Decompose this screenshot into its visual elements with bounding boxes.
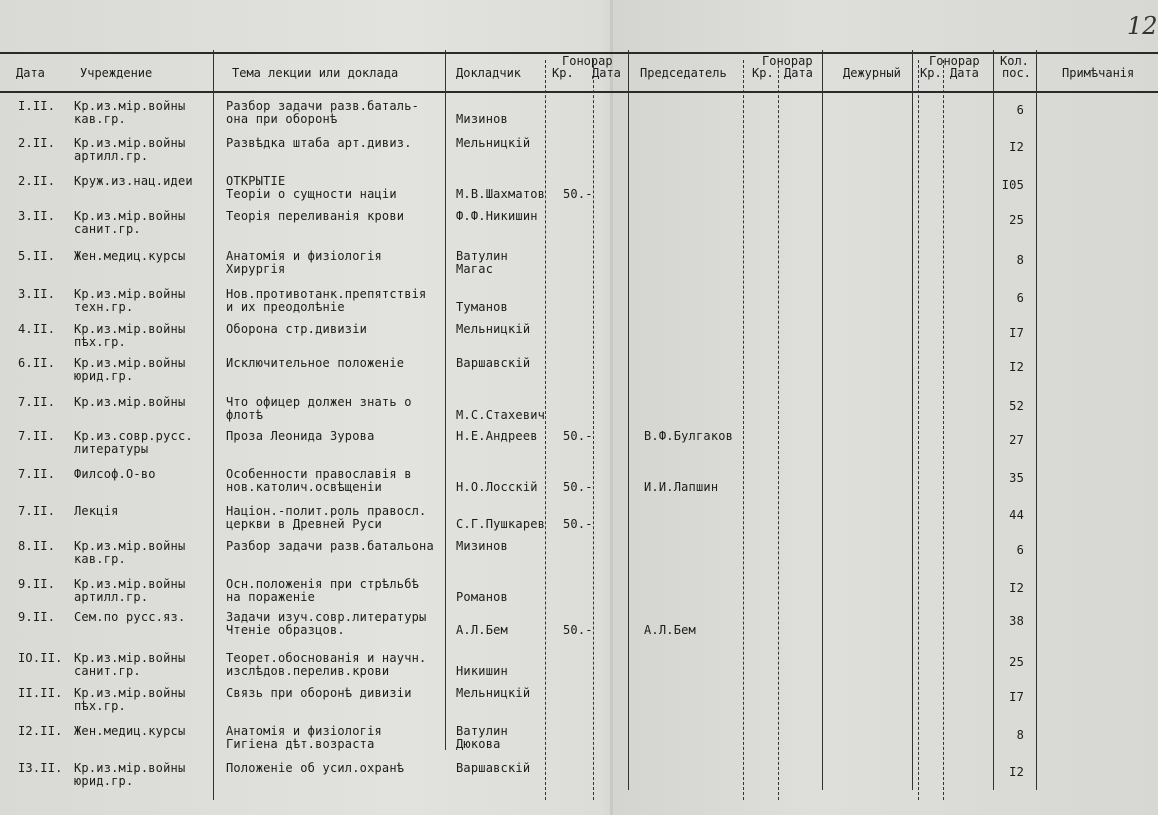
row-institution: Кр.из.мір.войны	[74, 356, 186, 370]
row-speaker: Варшавскій	[456, 356, 531, 370]
row-topic: Чтеніе образцов.	[226, 623, 345, 637]
header-date: Дата	[16, 66, 45, 80]
row-date: 5.II.	[18, 249, 56, 263]
row-speaker: Дюкова	[456, 737, 501, 751]
row-institution: Круж.из.нац.идеи	[74, 174, 193, 188]
row-count: I05	[1001, 178, 1024, 192]
row-institution: литературы	[74, 442, 149, 456]
header-institution: Учреждение	[80, 66, 153, 80]
column-divider	[822, 50, 823, 790]
row-date: I.II.	[18, 99, 56, 113]
row-count: 8	[1016, 253, 1024, 267]
row-institution: Кр.из.мір.войны	[74, 287, 186, 301]
row-count: 25	[1009, 213, 1024, 227]
row-institution: Кр.из.мір.войны	[74, 136, 186, 150]
row-date: 9.II.	[18, 610, 56, 624]
row-date: I3.II.	[18, 761, 63, 775]
column-divider	[628, 50, 629, 790]
row-date: 2.II.	[18, 136, 56, 150]
row-topic: Что офицер должен знать о	[226, 395, 412, 409]
row-count: 35	[1009, 471, 1024, 485]
row-topic: Разбор задачи разв.батальона	[226, 539, 434, 553]
row-fee: 50.-	[563, 623, 593, 637]
header-rule	[0, 91, 1158, 93]
row-speaker: М.С.Стахевич	[456, 408, 546, 422]
row-institution: артилл.гр.	[74, 149, 149, 163]
row-speaker: Мельницкій	[456, 686, 531, 700]
header-fee-kr: Кр.	[752, 66, 774, 80]
row-count: 6	[1016, 103, 1024, 117]
row-topic: Связь при оборонѣ дивизіи	[226, 686, 412, 700]
row-count: I2	[1009, 140, 1024, 154]
row-speaker: Туманов	[456, 300, 508, 314]
row-topic: Исключительное положеніе	[226, 356, 405, 370]
row-topic: Развѣдка штаба арт.дивиз.	[226, 136, 412, 150]
row-fee: 50.-	[563, 429, 593, 443]
row-date: 3.II.	[18, 287, 56, 301]
row-institution: Кр.из.мір.войны	[74, 761, 186, 775]
row-date: 7.II.	[18, 395, 56, 409]
header-fee: Гонорар	[562, 54, 613, 68]
row-institution: пѣх.гр.	[74, 699, 126, 713]
column-dash	[593, 60, 594, 800]
row-date: 8.II.	[18, 539, 56, 553]
row-institution: кав.гр.	[74, 552, 126, 566]
row-topic: Нов.противотанк.препятствія	[226, 287, 427, 301]
row-topic: Осн.положенія при стрѣльбѣ	[226, 577, 420, 591]
row-count: 6	[1016, 543, 1024, 557]
row-count: I2	[1009, 360, 1024, 374]
column-dash	[918, 60, 919, 800]
row-topic: Теорет.обоснованія и научн.	[226, 651, 427, 665]
row-topic: нов.католич.освѣщеніи	[226, 480, 382, 494]
column-divider	[1036, 50, 1037, 790]
row-institution: Кр.из.мір.войны	[74, 539, 186, 553]
column-dash	[545, 60, 546, 800]
row-topic: Особенности православія в	[226, 467, 412, 481]
row-date: II.II.	[18, 686, 63, 700]
row-topic: Проза Леонида Зурова	[226, 429, 375, 443]
header-count: пос.	[1002, 66, 1031, 80]
row-speaker: Магас	[456, 262, 494, 276]
row-institution: Кр.из.мір.войны	[74, 209, 186, 223]
row-institution: Кр.из.мір.войны	[74, 686, 186, 700]
row-institution: кав.гр.	[74, 112, 126, 126]
row-institution: техн.гр.	[74, 300, 134, 314]
row-topic: Оборона стр.дивизіи	[226, 322, 368, 336]
header-fee-date: Дата	[784, 66, 813, 80]
row-topic: флотѣ	[226, 408, 264, 422]
row-institution: Филсоф.О-во	[74, 467, 156, 481]
row-topic: Задачи изуч.совр.литературы	[226, 610, 427, 624]
row-speaker: С.Г.Пушкарев	[456, 517, 546, 531]
row-count: 27	[1009, 433, 1024, 447]
row-chair: И.И.Лапшин	[644, 480, 719, 494]
column-divider	[993, 50, 994, 790]
header-duty: Дежурный	[843, 66, 901, 80]
row-date: 4.II.	[18, 322, 56, 336]
header-fee: Гонорар	[929, 54, 980, 68]
row-institution: Кр.из.мір.войны	[74, 99, 186, 113]
row-speaker: Мельницкій	[456, 322, 531, 336]
header-count: Кол.	[1000, 54, 1029, 68]
row-institution: юрид.гр.	[74, 369, 134, 383]
row-topic: она при оборонѣ	[226, 112, 338, 126]
page-number: 12	[1127, 12, 1158, 40]
row-topic: Націон.-полит.роль правосл.	[226, 504, 427, 518]
row-speaker: Романов	[456, 590, 508, 604]
row-institution: пѣх.гр.	[74, 335, 126, 349]
row-speaker: Ватулин	[456, 249, 508, 263]
row-count: 8	[1016, 728, 1024, 742]
column-divider	[213, 50, 214, 800]
row-topic: изслѣдов.перелив.крови	[226, 664, 390, 678]
row-institution: Лекція	[74, 504, 119, 518]
row-speaker: Н.Е.Андреев	[456, 429, 538, 443]
row-institution: артилл.гр.	[74, 590, 149, 604]
row-institution: Жен.медиц.курсы	[74, 724, 186, 738]
row-topic: ОТКРЫТІЕ	[226, 174, 286, 188]
row-institution: санит.гр.	[74, 664, 141, 678]
row-date: 7.II.	[18, 467, 56, 481]
row-count: I7	[1009, 690, 1024, 704]
row-fee: 50.-	[563, 517, 593, 531]
header-fee-kr: Кр.	[552, 66, 574, 80]
row-count: I2	[1009, 581, 1024, 595]
row-count: I2	[1009, 765, 1024, 779]
row-count: I7	[1009, 326, 1024, 340]
row-date: 9.II.	[18, 577, 56, 591]
row-speaker: Ф.Ф.Никишин	[456, 209, 538, 223]
row-speaker: Мизинов	[456, 539, 508, 553]
row-institution: Кр.из.мір.войны	[74, 651, 186, 665]
row-speaker: Мельницкій	[456, 136, 531, 150]
row-topic: Положеніе об усил.охранѣ	[226, 761, 405, 775]
header-topic: Тема лекции или доклада	[232, 66, 399, 80]
row-date: IO.II.	[18, 651, 63, 665]
row-topic: Хирургія	[226, 262, 286, 276]
row-institution: санит.гр.	[74, 222, 141, 236]
row-institution: Кр.из.совр.русс.	[74, 429, 193, 443]
row-date: 7.II.	[18, 429, 56, 443]
header-speaker: Докладчик	[456, 66, 522, 80]
row-topic: Анатомія и физіологія	[226, 724, 382, 738]
row-speaker: Н.О.Лосскій	[456, 480, 538, 494]
column-dash	[778, 60, 779, 800]
row-topic: на пораженіе	[226, 590, 316, 604]
header-fee: Гонорар	[762, 54, 813, 68]
row-count: 38	[1009, 614, 1024, 628]
row-topic: Теорія переливанія крови	[226, 209, 405, 223]
column-divider	[445, 50, 446, 750]
row-count: 44	[1009, 508, 1024, 522]
row-count: 6	[1016, 291, 1024, 305]
row-date: 6.II.	[18, 356, 56, 370]
row-fee: 50.-	[563, 480, 593, 494]
header-fee-date: Дата	[950, 66, 979, 80]
row-speaker: М.В.Шахматов	[456, 187, 546, 201]
row-date: 7.II.	[18, 504, 56, 518]
row-topic: Теоріи о сущности націи	[226, 187, 397, 201]
row-institution: Жен.медиц.курсы	[74, 249, 186, 263]
row-count: 52	[1009, 399, 1024, 413]
page-fold	[610, 0, 613, 815]
header-notes: Примѣчанія	[1062, 66, 1135, 80]
column-dash	[943, 60, 944, 800]
row-speaker: А.Л.Бем	[456, 623, 508, 637]
column-divider	[912, 50, 913, 790]
row-institution: Сем.по русс.яз.	[74, 610, 186, 624]
row-topic: Разбор задачи разв.баталь-	[226, 99, 420, 113]
row-speaker: Мизинов	[456, 112, 508, 126]
row-topic: Гигіена дѣт.возраста	[226, 737, 375, 751]
row-date: I2.II.	[18, 724, 63, 738]
row-institution: юрид.гр.	[74, 774, 134, 788]
row-date: 2.II.	[18, 174, 56, 188]
header-chair: Председатель	[640, 66, 727, 80]
row-topic: церкви в Древней Руси	[226, 517, 382, 531]
row-speaker: Варшавскій	[456, 761, 531, 775]
row-topic: и их преодолѣніе	[226, 300, 345, 314]
row-speaker: Никишин	[456, 664, 508, 678]
row-institution: Кр.из.мір.войны	[74, 577, 186, 591]
row-count: 25	[1009, 655, 1024, 669]
column-dash	[743, 60, 744, 800]
row-chair: А.Л.Бем	[644, 623, 696, 637]
header-fee-kr: Кр.	[920, 66, 942, 80]
row-topic: Анатомія и физіологія	[226, 249, 382, 263]
row-fee: 50.-	[563, 187, 593, 201]
row-institution: Кр.из.мір.войны	[74, 322, 186, 336]
row-institution: Кр.из.мір.войны	[74, 395, 186, 409]
header-fee-date: Дата	[592, 66, 621, 80]
row-date: 3.II.	[18, 209, 56, 223]
row-speaker: Ватулин	[456, 724, 508, 738]
row-chair: В.Ф.Булгаков	[644, 429, 734, 443]
